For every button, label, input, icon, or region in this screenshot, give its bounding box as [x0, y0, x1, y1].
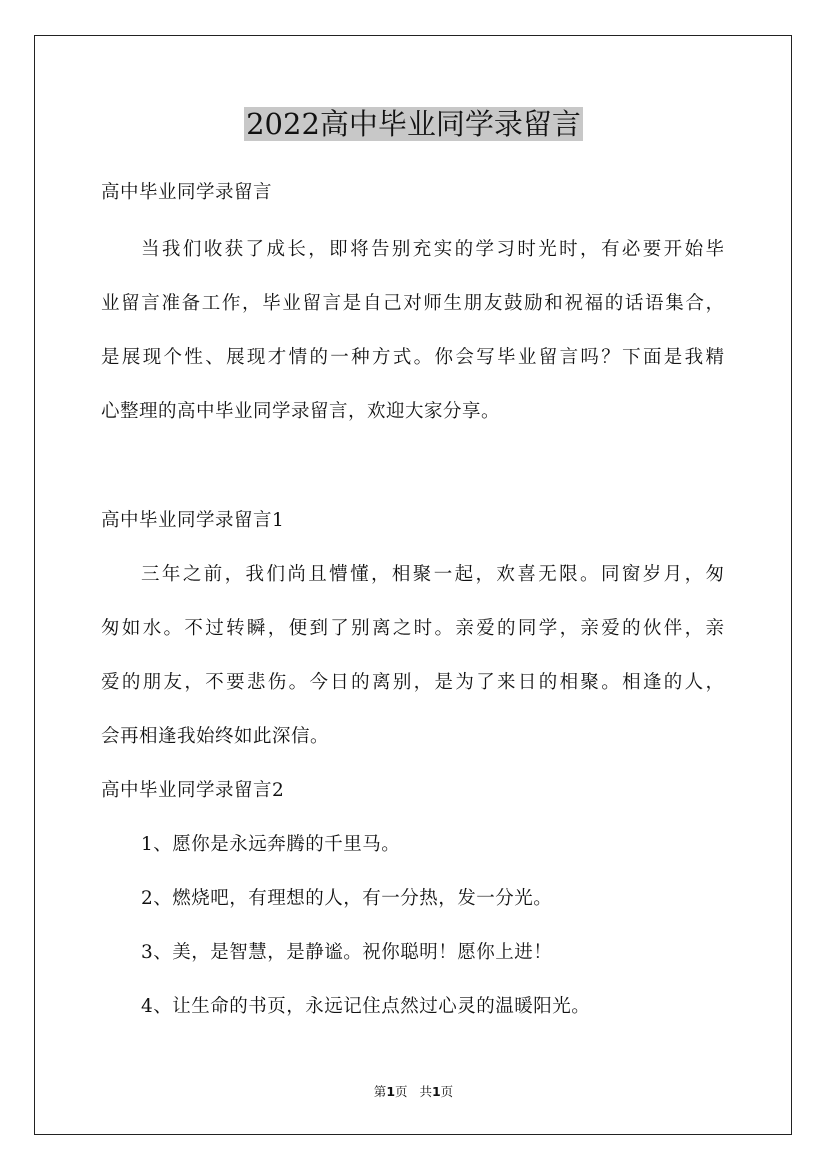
- footer-total-prefix: 共: [419, 1084, 432, 1099]
- section-2-item-4: 4、让生命的书页，永远记住点然过心灵的温暖阳光。: [141, 996, 591, 1017]
- footer-page-suffix: 页: [395, 1084, 408, 1099]
- footer-total-suffix: 页: [440, 1084, 454, 1099]
- footer-total-number: 1: [431, 1084, 441, 1099]
- section-1-line-4: 会再相逢我始终如此深信。: [101, 726, 330, 747]
- section-1-heading: 高中毕业同学录留言1: [101, 510, 285, 531]
- intro-line-4: 心整理的高中毕业同学录留言，欢迎大家分享。: [101, 401, 501, 422]
- intro-line-1: 当我们收获了成长，即将告别充实的学习时光时，有必要开始毕: [141, 239, 724, 260]
- section-1-line-2: 匆如水。不过转瞬，便到了别离之时。亲爱的同学，亲爱的伙伴，亲: [101, 618, 724, 639]
- document-subtitle: 高中毕业同学录留言: [101, 182, 273, 203]
- intro-line-3: 是展现个性、展现才情的一种方式。你会写毕业留言吗？下面是我精: [101, 347, 724, 368]
- section-2-heading: 高中毕业同学录留言2: [101, 780, 285, 801]
- intro-line-2: 业留言准备工作，毕业留言是自己对师生朋友鼓励和祝福的话语集合，: [101, 293, 724, 314]
- section-2-item-1: 1、愿你是永远奔腾的千里马。: [141, 834, 401, 855]
- page-footer: [0, 1083, 827, 1101]
- section-1-line-3: 爱的朋友，不要悲伤。今日的离别，是为了来日的相聚。相逢的人，: [101, 672, 724, 693]
- section-2-item-3: 3、美，是智慧，是静谧。祝你聪明！愿你上进！: [141, 942, 553, 963]
- section-2-item-2: 2、燃烧吧，有理想的人，有一分热，发一分光。: [141, 888, 553, 909]
- footer-page-number: 1: [386, 1084, 396, 1099]
- document-title: 2022高中毕业同学录留言: [246, 107, 581, 141]
- section-1-line-1: 三年之前，我们尚且懵懂，相聚一起，欢喜无限。同窗岁月，匆: [141, 564, 724, 585]
- footer-page-prefix: 第: [373, 1084, 387, 1099]
